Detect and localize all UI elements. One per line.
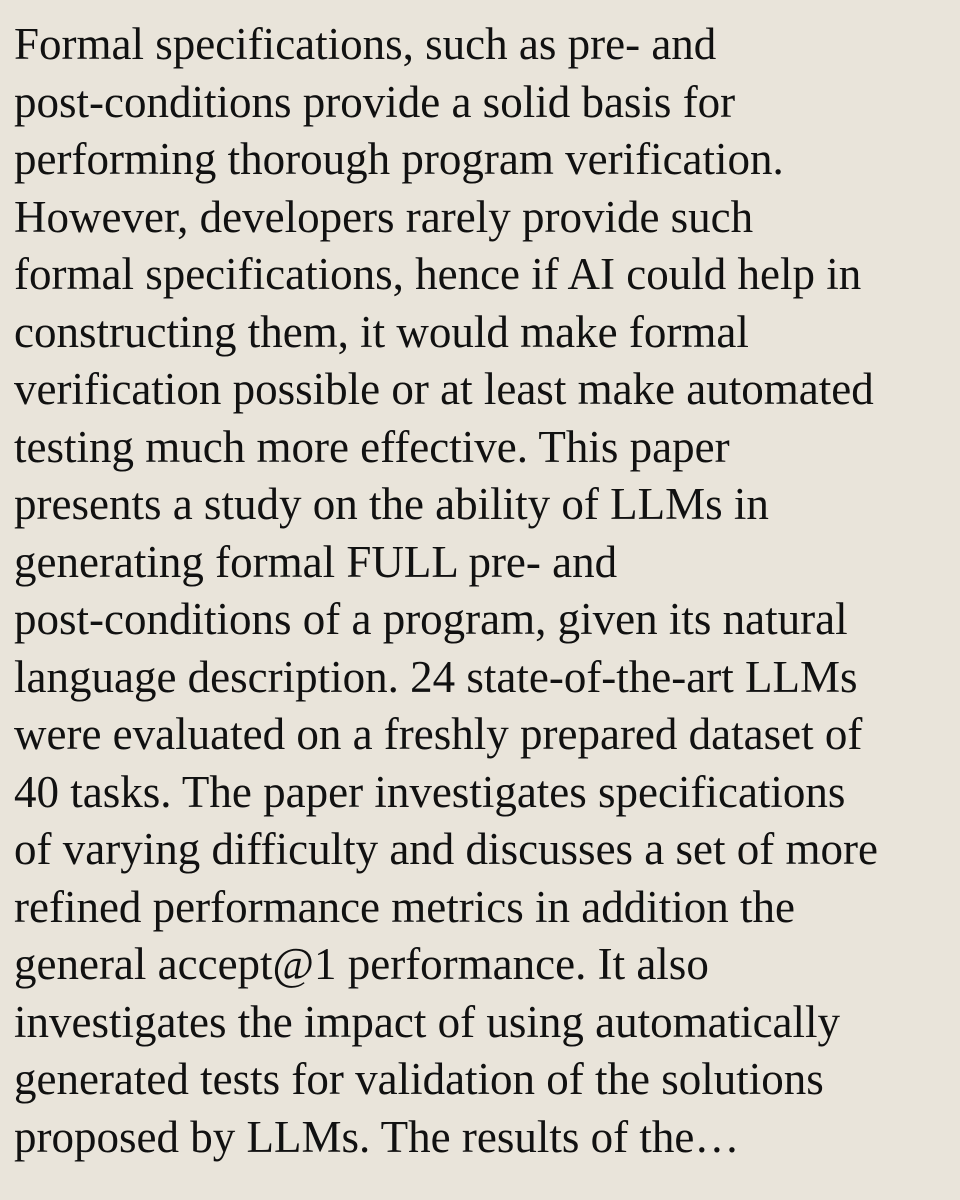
text-line: were evaluated on a freshly prepared dataset of xyxy=(14,709,863,759)
text-line: general accept@1 performance. It also xyxy=(14,939,709,989)
text-line: post-conditions of a program, given its natural xyxy=(14,594,848,644)
text-line: of varying difficulty and discusses a set of more xyxy=(14,824,878,874)
text-line: generated tests for validation of the solutions xyxy=(14,1054,824,1104)
text-line: 40 tasks. The paper investigates specifications xyxy=(14,766,846,817)
text-line: generating formal FULL pre- and xyxy=(14,536,618,587)
text-line: testing much more effective. This paper xyxy=(14,421,730,472)
text-line: verification possible or at least make automated xyxy=(14,364,874,414)
text-line: investigates the impact of using automatically xyxy=(14,996,841,1047)
text-line: refined performance metrics in addition the xyxy=(14,881,795,932)
text-line: However, developers rarely provide such xyxy=(14,191,754,242)
text-line: post-conditions provide a solid basis for xyxy=(14,76,736,127)
text-line: proposed by LLMs. The results of the… xyxy=(14,1111,740,1162)
text-line: performing thorough program verification. xyxy=(14,134,784,184)
text-line: presents a study on the ability of LLMs in xyxy=(14,479,769,529)
text-line: Formal specifications, such as pre- and xyxy=(14,19,717,69)
text-line: language description. 24 state-of-the-art LLMs xyxy=(14,651,858,702)
text-line: formal specifications, hence if AI could help in xyxy=(14,249,862,299)
text-line: constructing them, it would make formal xyxy=(14,306,749,357)
abstract-paragraph xyxy=(14,16,948,1166)
